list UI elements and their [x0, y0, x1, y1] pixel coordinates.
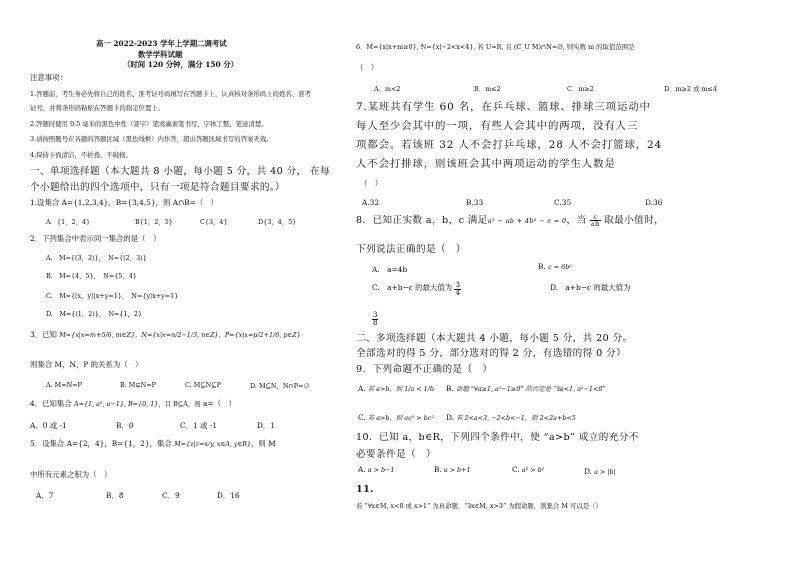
q4-stem [30, 400, 236, 409]
left-column [30, 0, 352, 562]
q7-line: 每人至少会其中的一项，有些人会其中的两项，没有人三 [356, 120, 639, 132]
q5-option-d: D．16 [217, 491, 240, 500]
q2-option-c: C. M={(x，y)|x+y=1}， N={y|x+y=1} [46, 292, 179, 300]
q4-option-d: D．1 [257, 421, 276, 430]
q9-option-a-label: A. [358, 384, 366, 393]
q2-option-b: B. M={4，5}， N={5，4} [46, 272, 137, 280]
q2-stem: 2．下列集合中表示同一集合的是（ ） [30, 234, 161, 243]
q3-option-d: D. M⊆N，N∩P=∅ [250, 382, 310, 390]
q2-option-a: A. M={(3，2)}， N={(2，3)} [46, 254, 147, 262]
q9-option-b-math: 命题 “∀a≥1, a²−1≥0” 的否定是 “∃a<1, a²−1<0” [455, 385, 606, 393]
q9-option-a [358, 384, 434, 393]
q11-number: 11. [356, 484, 374, 495]
q8-option-d-denominator: 8 [373, 319, 378, 327]
q10-option-a-math: a > b−1 [367, 466, 395, 474]
q8-option-c-fraction [454, 282, 460, 297]
q3-stem-line1 [30, 331, 301, 340]
q1-option-c: C{3，4} [200, 218, 228, 226]
q3-set-definitions: M={x|x=m+5/6, m∈Z}，N={x|x=n/2−1/3, n∈Z}，P={x|x=p/2+1/6, p∈Z} [59, 331, 301, 339]
q9-option-c-math: 若 a>b，则 ac² > bc² [367, 414, 434, 422]
q3-stem-line2: 则集合 M，N，P 的关系为（ ） [30, 360, 143, 369]
q10-option-b-label: B. [434, 465, 442, 474]
q10-option-b [434, 465, 471, 474]
q10-stem: 10．已知 a，b∈R，下列四个条件中，使 “a>b” 成立的充分不 [356, 432, 639, 443]
exam-title: 高一 2022-2023 学年上学期二调考试 [96, 39, 227, 48]
exam-subject: 数学学科试题 [138, 50, 183, 59]
q8-fraction [590, 214, 601, 228]
q5-set-definition: M={z|z=x/y, x∈A, y∈B} [174, 440, 251, 448]
q8-option-c-numerator: 3 [455, 281, 460, 289]
q4-option-a: A．0 或 -1 [30, 421, 67, 430]
q4-option-c: C．1 或 -1 [180, 421, 218, 430]
q7-option-c: C.35 [554, 198, 572, 207]
q10-option-d-label: D. [584, 467, 593, 476]
q7-line: 项都会。若该班 32 人不会打乒乓球，28 人不会打篮球，24 [356, 139, 663, 151]
q8-stem-suffix: 取最小值时， [604, 215, 665, 227]
q8-option-c-text: C. a+b−c 的最大值为 [372, 283, 453, 292]
q4-stem-middle: ，且 B⊆A，则 [158, 400, 201, 408]
q4-stem-suffix: a=（ ） [202, 399, 236, 408]
q10-option-d [584, 467, 616, 476]
q10-option-c [512, 465, 544, 474]
q10-option-c-math: a² > b² [521, 466, 545, 474]
q10-option-a [358, 465, 394, 474]
q10-option-d-math: a > |b| [594, 468, 616, 476]
q5-stem-line1 [30, 440, 276, 449]
q9-option-c-label: C. [358, 413, 366, 422]
q3-option-b: B. M⊊N=P [120, 381, 156, 389]
notice-item: 2.答题时使用 0.5 毫米的黑色中性（签字）笔或碳素笔书写，字体工整、笔迹清楚。 [30, 120, 268, 128]
q7-line: 7.某班共有学生 60 名，在乒乓球、篮球、排球三项运动中 [356, 101, 651, 113]
q3-stem-prefix: 3．已知 [30, 330, 57, 339]
q6-option-a: A．m<2 [374, 85, 401, 93]
q5-stem-line2: 中所有元素之积为（ ） [30, 470, 112, 479]
q8-option-d-fraction-value [372, 312, 378, 327]
section1-line2: 个小题给出的四个选项中，只有一项是符合题目要求的。） [30, 182, 286, 193]
q6-option-b: B．m≤2 [474, 85, 501, 93]
q8-option-d-numerator: 3 [373, 311, 378, 319]
q8-option-d-fraction [372, 312, 378, 327]
q4-stem-prefix: 4．已知集合 [30, 399, 72, 408]
q1-option-b: B{1，2，5} [135, 218, 173, 226]
q1-option-d: D{3，4，5} [258, 218, 297, 226]
q1-option-a: A．{1，2，4} [46, 218, 91, 226]
section2-line1: 二、多项选择题（本大题共 4 小题，每小题 5 分，共 20 分。 [356, 333, 633, 344]
q5-stem-prefix: 5．设集合 A={2，4}，B={1，2}，集合 [30, 439, 172, 448]
q8-stem [356, 214, 664, 228]
q9-option-d [446, 413, 576, 422]
q2-option-d: D. M={(1，2)}， N={1，2} [46, 310, 143, 318]
q8-fraction-denominator: ab [590, 220, 600, 229]
notice-item: 1.答题前，考生务必先将自己的姓名、准考证号码填写在答题卡上，认真核对条形码上的姓名、准考 [30, 90, 311, 98]
q1-stem: 1.设集合 A={1,2,3,4}，B={3,4,5}，则 A∩B=（ ） [30, 198, 219, 207]
q8-option-c-denominator: 4 [455, 289, 460, 297]
q10-option-c-label: C. [512, 465, 520, 474]
q8-stem-middle: ，当 [566, 215, 587, 227]
q10-option-a-label: A. [358, 465, 366, 474]
q5-option-b: B．8 [106, 491, 124, 500]
q9-option-a-math: 若 a>b，则 1/a < 1/b [367, 385, 434, 393]
q8-option-b-label: B. [538, 262, 546, 271]
q8-option-a: A. a=4b [372, 265, 408, 274]
q6-option-d: D．m≥2 或 m≤4 [664, 85, 717, 93]
q5-option-c: C．9 [162, 491, 180, 500]
q7-option-d: D.36 [645, 198, 663, 207]
q5-stem-middle: ，则 M [251, 439, 276, 448]
q8-fraction-numerator: c [590, 214, 601, 221]
q9-option-b-label: B. [446, 384, 454, 393]
q3-option-c: C. M⊆N⊆P [185, 381, 221, 389]
section2-line2: 全部选对的得 5 分，部分选对的得 2 分，有选错的得 0 分） [356, 348, 627, 359]
q8-option-b [538, 262, 572, 271]
q4-set-definitions: A={1, a², a−1}, B={0, 1} [74, 400, 159, 408]
q3-option-a: A. M=N=P [46, 381, 82, 389]
q7-option-b: B.33 [466, 198, 484, 207]
q8-stem-prefix: 8．已知正实数 a，b，c 满足 [356, 215, 488, 227]
q9-option-b [446, 384, 606, 393]
right-column [356, 0, 771, 562]
q10-option-b-math: a > b+1 [443, 466, 471, 474]
exam-time: （时间 120 分钟，满分 150 分） [123, 60, 239, 69]
q4-option-b: B．0 [116, 421, 134, 430]
q8-option-d: D. a+b−c 的最大值为 [550, 283, 631, 292]
q7-option-a: A.32 [362, 198, 380, 207]
q10-stem-line2: 必要条件是（ ） [356, 449, 436, 460]
notice-item: 4.保持卡面清洁，不折叠，不破损。 [30, 151, 132, 159]
q7-line: 人不会打排球，则该班会其中两项运动的学生人数是 [356, 158, 616, 170]
q11-stem: 若 “∀x∈M, x<0 或 x>1” 为真命题，“∃x∈M, x>3” 为假命题，则集合 M 可以是（） [356, 502, 602, 510]
q7-paren: （ ） [360, 179, 383, 188]
notice-item: 证号，并将条形码粘贴在答题卡的指定位置上。 [30, 104, 165, 112]
q8-line2: 下列说法正确的是（ ） [356, 244, 466, 255]
q8-equation: a² − ab + 4b² − c = 0 [487, 217, 567, 226]
q6-stem: 6．M={x|x+m≥0}, N={x|−2<x<4}, 若 U=R, 且 (C_U M)∩N=∅, 则实数 m 的取值范围是 [356, 43, 635, 51]
q9-option-d-label: D. [446, 413, 455, 422]
q8-option-c [372, 282, 461, 297]
notice-item: 3.请按照题号在各题的答题区域（黑色线框）内作答，超出答题区域书写的答案无效。 [30, 135, 273, 143]
q9-option-d-math: 若 2<a<3, −2<b<−1，则 2<2a+b<5 [456, 414, 576, 422]
q9-stem: 9．下列命题不正确的是（ ） [356, 364, 493, 375]
q5-option-a: A．7 [36, 491, 54, 500]
notice-heading: 注意事项： [30, 73, 67, 82]
q6-option-c: C．m≥2 [567, 85, 594, 93]
q9-option-c [358, 413, 434, 422]
section1-line1: 一、单项选择题（本大题共 8 小题，每小题 5 分，共 40 分， 在每 [30, 166, 331, 177]
q6-paren: （ ） [356, 63, 379, 72]
q8-option-b-math: c = 6b² [548, 263, 572, 271]
